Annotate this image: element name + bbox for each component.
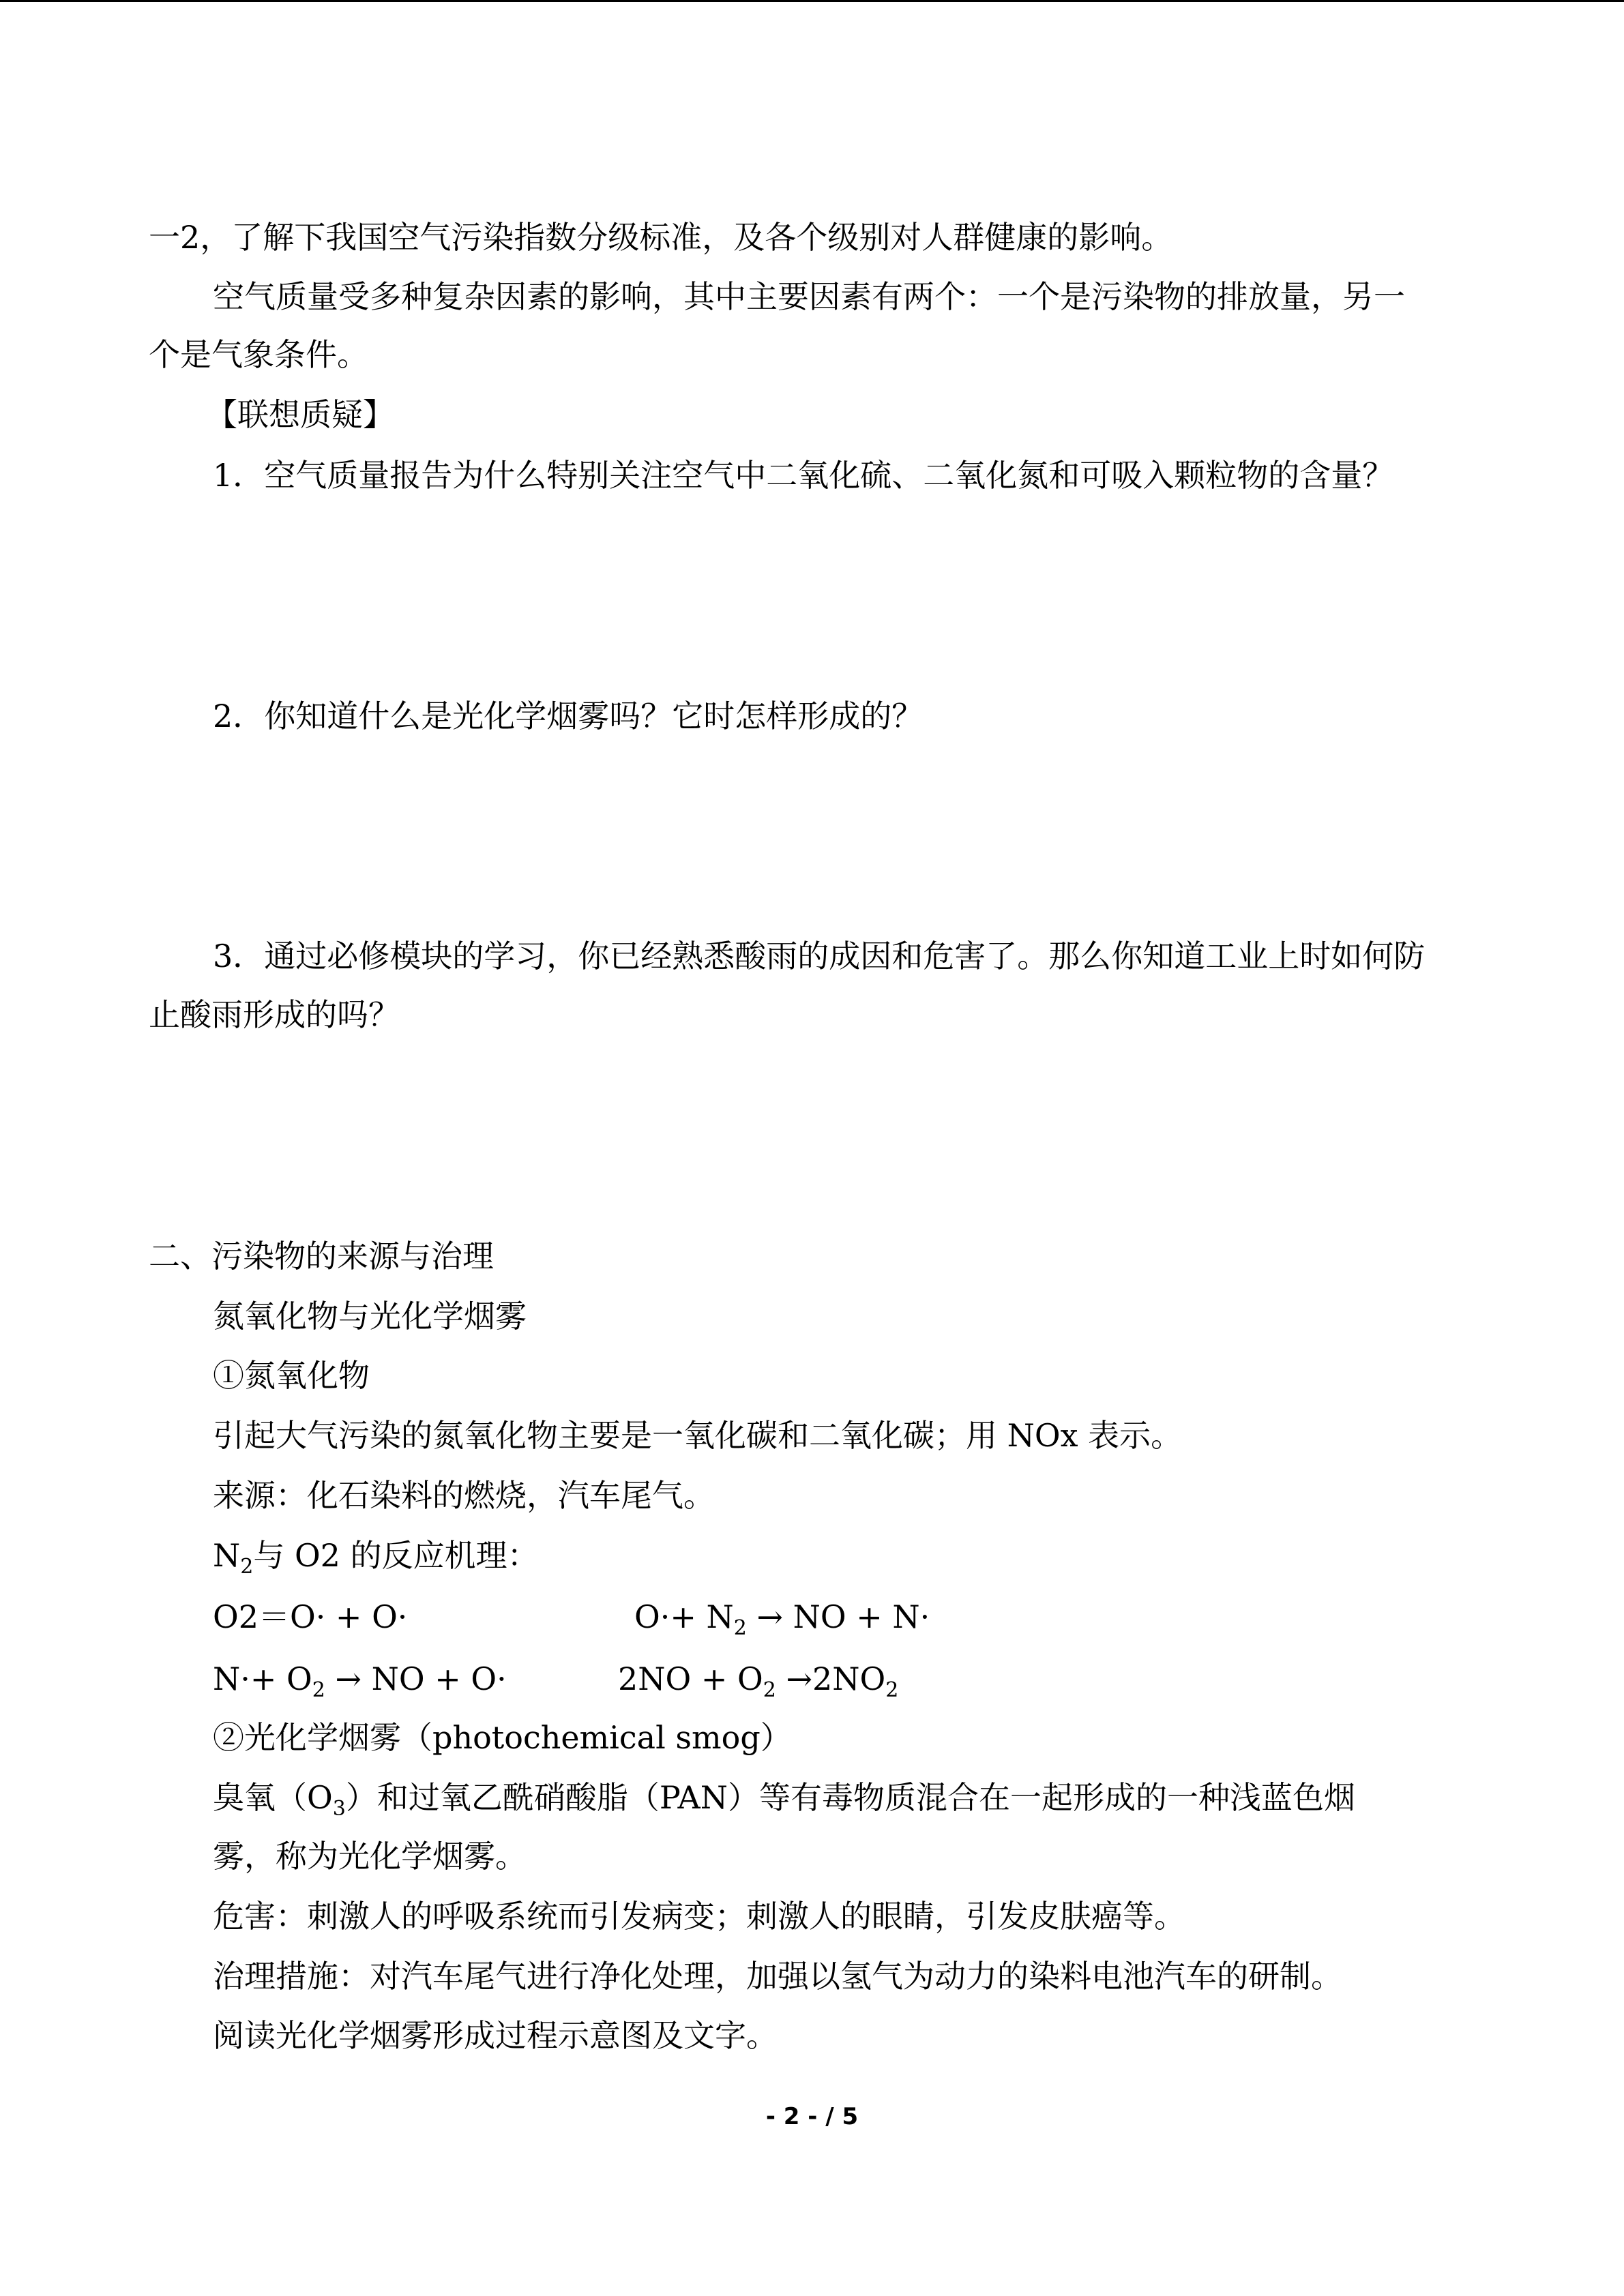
question-2: 2．你知道什么是光化学烟雾吗？它时怎样形成的？ xyxy=(213,698,924,734)
item-1-description: 引起大气污染的氮氧化物主要是一氧化碳和二氧化碳；用 NOx 表示。 xyxy=(213,1417,1183,1454)
questions-heading: 【联想质疑】 xyxy=(206,396,394,433)
reading-instruction: 阅读光化学烟雾形成过程示意图及文字。 xyxy=(213,2017,778,2054)
intro-line: 一2，了解下我国空气污染指数分级标准，及各个级别对人群健康的影响。 xyxy=(149,219,1173,256)
question-3: 3．通过必修模块的学习，你已经熟悉酸雨的成因和危害了。那么你知道工业上时如何防 xyxy=(213,938,1426,974)
section-subheading: 氮氧化物与光化学烟雾 xyxy=(213,1298,527,1335)
page-top-border xyxy=(0,0,1624,2)
item-2-description-continued: 雾，称为光化学烟雾。 xyxy=(213,1838,527,1875)
item-2-description: 臭氧$(O_3)$和过氧乙酰硝酸脂（PAN）等有毒物质混合在一起形成的一种浅蓝色烟 xyxy=(213,1779,1356,1821)
equation-2: $O\cdot+ N_2$ → NO + N· xyxy=(634,1598,930,1640)
question-3-continued: 止酸雨形成的吗？ xyxy=(149,996,400,1033)
equation-3: $N\cdot+ O_2$ → NO + O· xyxy=(213,1660,507,1702)
section-heading: 二、污染物的来源与治理 xyxy=(149,1238,494,1274)
intro-paragraph-line: 空气质量受多种复杂因素的影响，其中主要因素有两个：一个是污染物的排放量，另一 xyxy=(213,278,1405,315)
intro-paragraph-line: 个是气象条件。 xyxy=(149,336,368,373)
equation-4: $2NO + O_2 \to 2NO_2$ xyxy=(618,1660,899,1702)
equation-1: O2＝O· + O· xyxy=(213,1598,408,1635)
item-2-title: ②光化学烟雾（photochemical smog） xyxy=(213,1719,792,1756)
item-1-source: 来源：化石染料的燃烧，汽车尾气。 xyxy=(213,1477,715,1514)
item-1-title: ①氮氧化物 xyxy=(213,1357,370,1394)
harm-text: 危害：刺激人的呼吸系统而引发病变；刺激人的眼睛，引发皮肤癌等。 xyxy=(213,1898,1185,1935)
page-number: - 2 - / 5 xyxy=(765,2103,859,2130)
mechanism-title: $N_2$与 O2 的反应机理： xyxy=(213,1537,539,1579)
measures-text: 治理措施：对汽车尾气进行净化处理，加强以氢气为动力的染料电池汽车的研制。 xyxy=(213,1958,1342,1995)
question-1: 1．空气质量报告为什么特别关注空气中二氧化硫、二氧化氮和可吸入颗粒物的含量？ xyxy=(213,457,1394,494)
